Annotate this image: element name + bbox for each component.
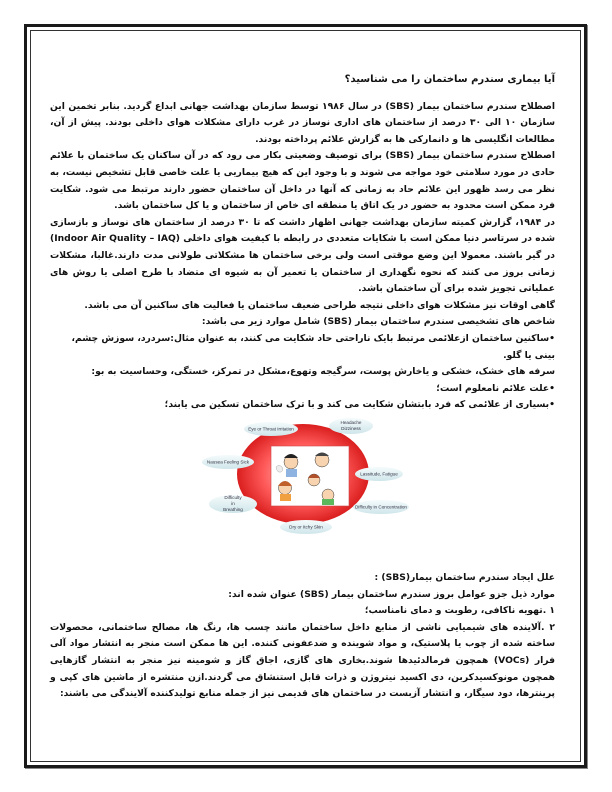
svg-text:Dry or Itchy Skin: Dry or Itchy Skin: [289, 524, 323, 530]
paragraph-5: شاخص های تشخیصی سندرم ساختمان بیمار (SBS) شامل موارد زیر می باشد:: [201, 316, 555, 328]
svg-text:Nausea Feeling Sick: Nausea Feeling Sick: [206, 459, 250, 465]
svg-text:Difficulty: Difficulty: [224, 495, 242, 500]
cause-item-1: ۱ .تهویه ناکافی، رطوبت و دمای نامناسب؛: [364, 605, 555, 617]
svg-text:in: in: [231, 501, 235, 506]
bullet-3: •علت علائم نامعلوم است؛: [436, 382, 555, 394]
label-lassitude: [355, 467, 403, 481]
label-dry-skin: [280, 520, 332, 534]
paragraph-1: اصطلاح سندرم ساختمان بیمار (SBS) در سال ۱۹۸۶ توسط سازمان بهداشت جهانی ابداع گردید. بنابر تخمین این سازمان ۱۰ الی ۳۰ درصد از ساختمان های اداری نوساز در غرب دارای مشکلات هوای داخلی بودند. پیش از آن، مطالعات انگلیسی ها و دانمارکی ها به گزارش علائم پرداخته بودند.: [50, 100, 556, 145]
label-eye-throat: [244, 422, 298, 436]
svg-text:Difficulty in Concentration: Difficulty in Concentration: [354, 504, 408, 510]
svg-text:Breathing: Breathing: [223, 507, 243, 512]
causes-section: [50, 570, 555, 703]
bullet-1: •ساکنین ساختمان ازعلائمی مرتبط بایک ناراحتی حاد شکایت می کنند، به عنوان مثال:سردرد، سوزش چشم، بینی یا گلو.: [71, 332, 555, 361]
sbs-symptoms-figure: [188, 410, 418, 536]
bullet-2: سرفه های خشک، خشکی و یاخارش پوست، سرگیجه وتهوع،مشکل در تمرکز، خستگی، وحساسیت به بو:: [91, 366, 555, 378]
paragraph-4: گاهی اوقات نیز مشکلات هوای داخلی نتیجه طراحی ضعیف ساختمان یا فعالیت های ساکنین آن می باشد.: [84, 299, 555, 311]
label-breathing: [209, 495, 257, 513]
paragraph-2: اصطلاح سندرم ساختمان بیمار (SBS) برای توصیف وضعیتی بکار می رود که در آن ساکنان یک ساختمان با علائم حادی در مورد سلامتی خود مواجه می شوند و با وجود این که هیچ بیماریی یا علت خاصی قابل تشخیص نیست، به نظر می رسد ظهور این علائم حاد به زمانی که آنها در داخل آن ساختمان حضور دارند مرتبط می شود. شکایت فرد ممکن است محدود به حضور در یک اتاق یا منطقه ای خاص از ساختمان و یا کل ساختمان باشد.: [50, 150, 556, 212]
causes-heading: علل ایجاد سندرم ساختمان بیمار(SBS) :: [374, 572, 555, 583]
label-concentration: [353, 500, 409, 514]
svg-text:Dizziness: Dizziness: [341, 426, 361, 431]
document-title: آیا بیماری سندرم ساختمان را می شناسید؟: [344, 74, 555, 85]
svg-text:Eye or Throat Irritation: Eye or Throat Irritation: [248, 426, 294, 432]
label-nausea: [202, 455, 254, 469]
document-body: [50, 72, 555, 414]
cause-item-2: ۲ .آلاینده های شیمیایی ناشی از منابع داخل ساختمان مانند چسب ها، رنگ ها، مصالح ساختمانی، محصولات ساخته شده از چوب یا پلاستیک، و مواد شوینده و ضدعفونی کننده. این ها ممکن است منجر به انتشار مواد آلی فرار (VOCs) همچون فرمالدئیدها شوند.بخاری های گازی، اجاق گاز و شومینه نیز منجر به انتشار گازهایی همچون مونوکسیدکربن، دی اکسید نیتروژن و ذرات قابل استنشاق می گردند.ازن منتشره از ماشین های کپی و پرینترها، دود سیگار، و انتشار آزبست در ساختمان های قدیمی نیز از جمله منابع تولیدکننده آلایندگی می باشند:: [50, 621, 555, 700]
bullet-4: •بسیاری از علائمی که فرد بابتشان شکایت می کند و با ترک ساختمان تسکین می یابند؛: [164, 399, 555, 411]
causes-intro: موارد ذیل جزو عوامل بروز سندرم ساختمان بیمار (SBS) عنوان شده اند:: [228, 588, 555, 600]
label-headache-dizziness: [329, 418, 373, 434]
svg-text:Headache: Headache: [340, 420, 362, 425]
paragraph-3: در ۱۹۸۴، گزارش کمیته سازمان بهداشت جهانی اظهار داشت که تا ۳۰ درصد از ساختمان های نوساز و بازسازی شده در سرتاسر دنیا ممکن است با شکایات متعددی در رابطه با کیفیت هوای داخلی (Indoor Air Quality – IAQ) در گیر باشند. معمولا این وضع موقتی است ولی برخی ساختمان ها مشکلاتی طولانی مدت دارند.غالبا، مشکلات زمانی بروز می کنند که نحوه نگهداری از ساختمان یا تعمیر آن به شیوه ای متضاد با طرح اصلی یا روش های عملیاتی تجویز شده برای آن ساختمان باشد.: [50, 216, 555, 295]
svg-text:Lassitude, Fatigue: Lassitude, Fatigue: [360, 471, 398, 477]
